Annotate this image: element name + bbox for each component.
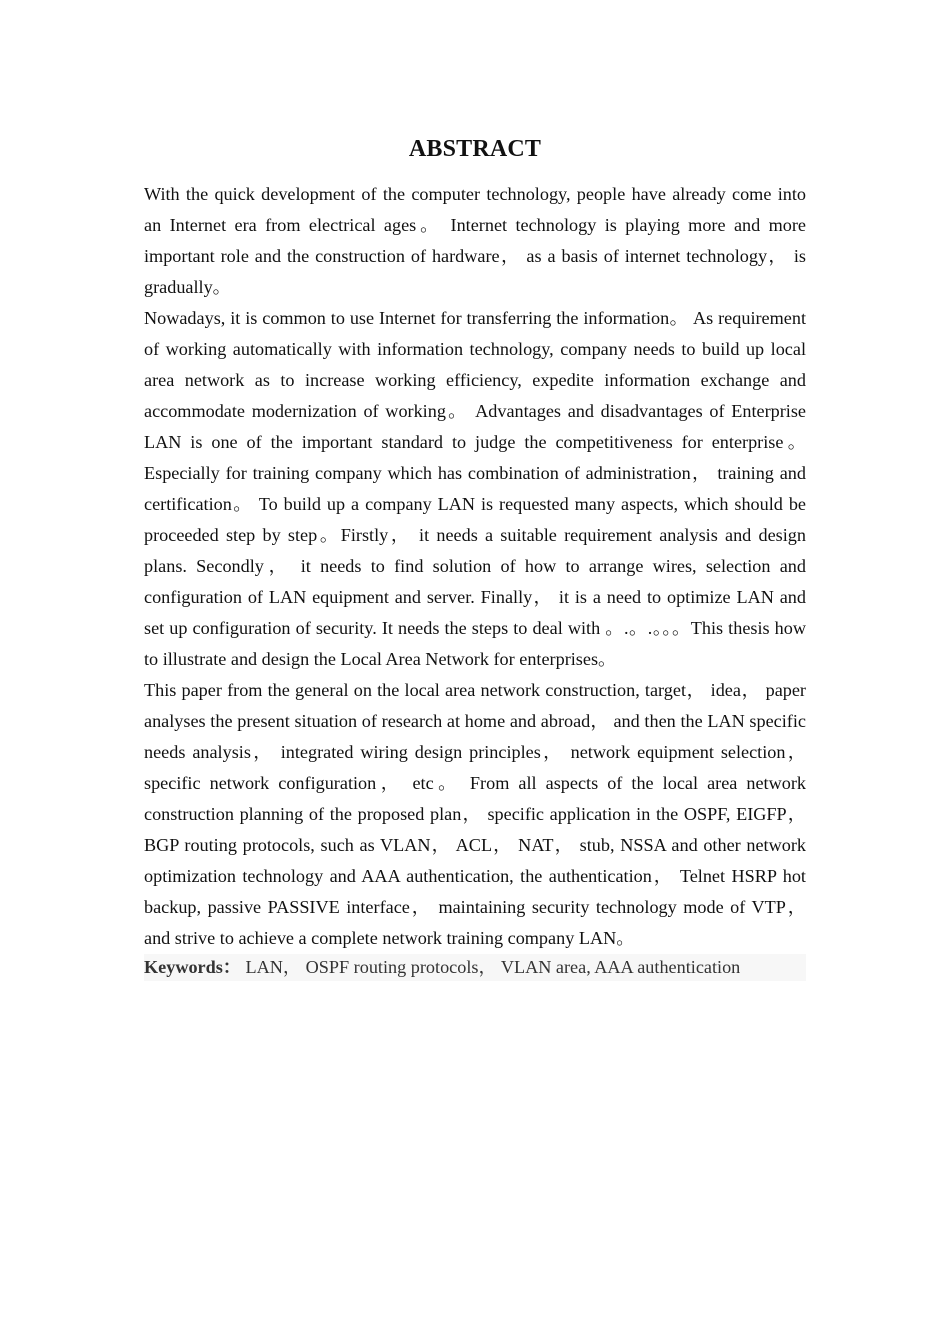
abstract-title: ABSTRACT xyxy=(408,136,542,162)
abstract-paragraph-1: With the quick development of the computer technology, people have already come into an Internet era from electrical ages。 Internet technology is playing more and more important role and the construction of hardware， as a basis of internet technology， is gradually。 xyxy=(144,184,806,297)
abstract-section xyxy=(144,132,806,981)
keywords-text: LAN， OSPF routing protocols， VLAN area, AAA authentication xyxy=(241,957,741,977)
keywords-label: Keywords： xyxy=(144,957,241,977)
abstract-paragraph-3: This paper from the general on the local area network construction, target， idea， paper analyses the present situation of research at home and abroad， and then the LAN specific needs analysis， integrated wiring design principles， network equipment selection， specific network configuration， etc。 From all aspects of the local area network construction planning of the proposed plan， specific application in the OSPF, EIGFP， BGP routing protocols, such as VLAN， ACL， NAT， stub, NSSA and other network optimization technology and AAA authentication, the authentication， Telnet HSRP hot backup, passive PASSIVE interface， maintaining security technology mode of VTP， and strive to achieve a complete network training company LAN。 xyxy=(144,680,806,948)
abstract-paragraph-2: Nowadays, it is common to use Internet for transferring the information。 As requirement of working automatically with information technology, company needs to build up local area network as to increase working efficiency, expedite information exchange and accommodate modernization of working。 Advantages and disadvantages of Enterprise LAN is one of the important standard to judge the competitiveness for enterprise。 Especially for training company which has combination of administration， training and certification。 To build up a company LAN is requested many aspects, which should be proceeded step by step。Firstly， it needs a suitable requirement analysis and design plans. Secondly， it needs to find solution of how to arrange wires, selection and configuration of LAN equipment and server. Finally， it is a need to optimize LAN and set up configuration of security. It needs the steps to deal with 。.。.。。。This thesis how to illustrate and design the Local Area Network for enterprises。 xyxy=(144,308,806,669)
keywords-line xyxy=(144,954,806,981)
